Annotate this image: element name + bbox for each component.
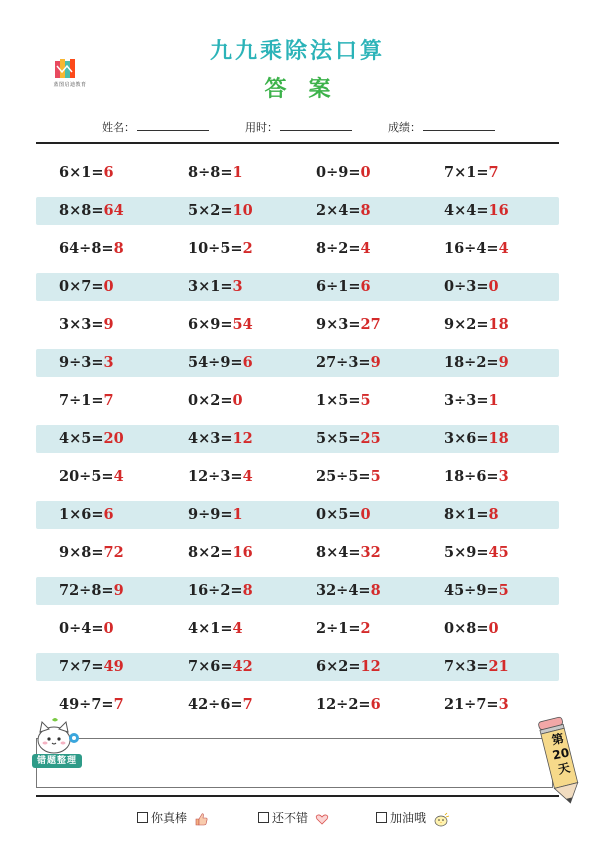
problem-cell [316, 425, 381, 453]
problem-question: 8×8= [59, 202, 104, 219]
time-label: 用时： [245, 121, 278, 134]
time-blank[interactable] [280, 120, 352, 131]
problem-answer: 8 [113, 240, 124, 257]
problem-cell [59, 653, 124, 681]
score-label: 成绩： [388, 121, 421, 134]
rating-keep-going[interactable] [376, 810, 450, 826]
problem-question: 7×1= [444, 164, 489, 181]
problem-question: 20÷5= [59, 468, 114, 485]
problem-cell [188, 615, 243, 643]
problem-cell [59, 197, 124, 225]
chick-icon [432, 811, 450, 827]
header-divider [36, 142, 559, 144]
cat-mascot-icon [30, 716, 84, 756]
problem-answer: 5 [370, 468, 381, 485]
problem-cell [444, 387, 499, 415]
problem-question: 10÷5= [188, 240, 243, 257]
problem-answer: 0 [488, 278, 499, 295]
problem-answer: 3 [232, 278, 243, 295]
problem-cell [316, 159, 371, 187]
problem-answer: 0 [360, 506, 371, 523]
problem-answer: 42 [232, 658, 253, 675]
problem-answer: 18 [488, 430, 509, 447]
problem-answer: 16 [488, 202, 509, 219]
problem-answer: 20 [103, 430, 124, 447]
problem-question: 0×2= [188, 392, 233, 409]
problem-question: 4×4= [444, 202, 489, 219]
problem-answer: 8 [242, 582, 253, 599]
problem-cell [59, 463, 124, 491]
problem-question: 5×5= [316, 430, 361, 447]
problem-question: 1×6= [59, 506, 104, 523]
problem-question: 27÷3= [316, 354, 371, 371]
problem-row [36, 691, 559, 719]
problem-answer: 5 [498, 582, 509, 599]
problem-question: 42÷6= [188, 696, 243, 713]
problem-grid [36, 159, 559, 729]
problem-question: 64÷8= [59, 240, 114, 257]
problem-answer: 2 [360, 620, 371, 637]
problem-row [36, 463, 559, 491]
problem-answer: 8 [360, 202, 371, 219]
problem-question: 7×3= [444, 658, 489, 675]
problem-answer: 12 [360, 658, 381, 675]
problem-question: 32÷4= [316, 582, 371, 599]
problem-cell [188, 197, 253, 225]
problem-question: 6×1= [59, 164, 104, 181]
problem-cell [188, 539, 253, 567]
problem-question: 49÷7= [59, 696, 114, 713]
problem-answer: 1 [232, 506, 243, 523]
problem-answer: 4 [242, 468, 253, 485]
problem-question: 18÷2= [444, 354, 499, 371]
problem-question: 45÷9= [444, 582, 499, 599]
problem-question: 3×3= [59, 316, 104, 333]
time-field[interactable] [245, 119, 352, 135]
problem-question: 18÷6= [444, 468, 499, 485]
problem-question: 0×8= [444, 620, 489, 637]
rating-great-label: 你真棒 [151, 811, 188, 825]
problem-cell [188, 273, 243, 301]
problem-cell [59, 159, 114, 187]
rating-good-checkbox[interactable] [258, 812, 269, 823]
problem-cell [444, 273, 499, 301]
footer-divider [36, 795, 559, 797]
problem-row [36, 349, 559, 377]
problem-answer: 2 [242, 240, 253, 257]
problem-row [36, 311, 559, 339]
problem-answer: 0 [232, 392, 243, 409]
problem-answer: 6 [242, 354, 253, 371]
problem-answer: 6 [103, 506, 114, 523]
problem-question: 6×2= [316, 658, 361, 675]
day-badge-prefix: 第 [550, 731, 566, 748]
problem-question: 9×8= [59, 544, 104, 561]
problem-answer: 0 [360, 164, 371, 181]
problem-answer: 3 [498, 468, 509, 485]
problem-answer: 7 [488, 164, 499, 181]
student-info-row [0, 119, 595, 137]
problem-answer: 0 [103, 620, 114, 637]
problem-question: 72÷8= [59, 582, 114, 599]
problem-question: 9×3= [316, 316, 361, 333]
problem-question: 16÷4= [444, 240, 499, 257]
problem-question: 0×7= [59, 278, 104, 295]
problem-cell [188, 577, 253, 605]
problem-cell [444, 349, 509, 377]
problem-question: 12÷3= [188, 468, 243, 485]
problem-question: 54÷9= [188, 354, 243, 371]
problem-row [36, 539, 559, 567]
brand-text: 蓝图启迪教育 [53, 82, 87, 88]
problem-answer: 7 [103, 392, 114, 409]
day-badge-number: 20 [551, 745, 571, 763]
problem-question: 3÷3= [444, 392, 489, 409]
problem-row [36, 425, 559, 453]
problem-row [36, 159, 559, 187]
problem-answer: 8 [488, 506, 499, 523]
problem-question: 6×9= [188, 316, 233, 333]
problem-question: 7÷1= [59, 392, 104, 409]
problem-answer: 4 [498, 240, 509, 257]
problem-cell [316, 197, 371, 225]
problem-answer: 9 [113, 582, 124, 599]
problem-cell [316, 653, 381, 681]
problem-question: 21÷7= [444, 696, 499, 713]
problem-question: 0÷4= [59, 620, 104, 637]
problem-cell [59, 539, 124, 567]
problem-question: 5×2= [188, 202, 233, 219]
problem-cell [188, 235, 253, 263]
problem-answer: 45 [488, 544, 509, 561]
problem-cell [316, 311, 381, 339]
problem-row [36, 387, 559, 415]
problem-cell [444, 235, 509, 263]
problem-question: 9÷9= [188, 506, 233, 523]
problem-question: 0÷3= [444, 278, 489, 295]
problem-question: 0÷9= [316, 164, 361, 181]
problem-answer: 21 [488, 658, 509, 675]
problem-row [36, 235, 559, 263]
problem-row [36, 653, 559, 681]
problem-cell [316, 387, 371, 415]
problem-row [36, 273, 559, 301]
problem-answer: 4 [232, 620, 243, 637]
problem-cell [444, 615, 499, 643]
problem-question: 0×5= [316, 506, 361, 523]
problem-question: 7×6= [188, 658, 233, 675]
thumbs-up-icon [193, 811, 209, 827]
problem-cell [59, 311, 114, 339]
rating-great-checkbox[interactable] [137, 812, 148, 823]
problem-answer: 72 [103, 544, 124, 561]
problem-cell [444, 159, 499, 187]
problem-question: 2×4= [316, 202, 361, 219]
problem-question: 8÷2= [316, 240, 361, 257]
page-title: 九九乘除法口算 [209, 39, 385, 64]
score-field[interactable] [388, 119, 495, 135]
problem-cell [188, 159, 243, 187]
problem-cell [188, 463, 253, 491]
error-notes-box[interactable] [36, 738, 553, 788]
problem-row [36, 501, 559, 529]
problem-answer: 9 [370, 354, 381, 371]
problem-cell [316, 235, 371, 263]
problem-cell [316, 349, 381, 377]
problem-answer: 0 [103, 278, 114, 295]
problem-answer: 9 [103, 316, 114, 333]
rating-keep-going-checkbox[interactable] [376, 812, 387, 823]
problem-answer: 1 [488, 392, 499, 409]
problem-answer: 4 [360, 240, 371, 257]
rating-good[interactable] [258, 810, 330, 826]
problem-question: 16÷2= [188, 582, 243, 599]
problem-cell [444, 653, 509, 681]
problem-answer: 27 [360, 316, 381, 333]
problem-cell [316, 463, 381, 491]
problem-answer: 0 [488, 620, 499, 637]
problem-cell [59, 691, 124, 719]
problem-cell [444, 691, 509, 719]
problem-question: 9÷3= [59, 354, 104, 371]
problem-answer: 5 [360, 392, 371, 409]
problem-cell [188, 691, 253, 719]
problem-answer: 8 [370, 582, 381, 599]
problem-answer: 12 [232, 430, 253, 447]
rating-great[interactable] [137, 810, 209, 826]
problem-question: 8×2= [188, 544, 233, 561]
problem-cell [444, 539, 509, 567]
heart-hands-icon [314, 811, 330, 827]
problem-cell [188, 311, 253, 339]
problem-question: 25÷5= [316, 468, 371, 485]
page-subtitle: 答案 [264, 77, 353, 102]
problem-question: 4×3= [188, 430, 233, 447]
problem-answer: 3 [103, 354, 114, 371]
problem-answer: 64 [103, 202, 124, 219]
problem-cell [188, 653, 253, 681]
problem-cell [59, 577, 124, 605]
rating-good-label: 还不错 [272, 811, 309, 825]
problem-row [36, 197, 559, 225]
problem-cell [316, 615, 371, 643]
problem-question: 8×1= [444, 506, 489, 523]
problem-answer: 16 [232, 544, 253, 561]
problem-cell [316, 501, 371, 529]
rating-keep-going-label: 加油哦 [390, 811, 427, 825]
problem-cell [444, 197, 509, 225]
problem-answer: 32 [360, 544, 381, 561]
problem-question: 3×6= [444, 430, 489, 447]
problem-answer: 10 [232, 202, 253, 219]
problem-answer: 6 [103, 164, 114, 181]
problem-question: 4×5= [59, 430, 104, 447]
problem-cell [59, 387, 114, 415]
name-label: 姓名： [102, 121, 135, 134]
problem-cell [59, 501, 114, 529]
problem-cell [59, 235, 124, 263]
problem-answer: 49 [103, 658, 124, 675]
problem-cell [188, 387, 243, 415]
problem-answer: 9 [498, 354, 509, 371]
day-badge-suffix: 天 [556, 760, 572, 777]
problem-row [36, 577, 559, 605]
problem-cell [188, 501, 243, 529]
problem-answer: 6 [370, 696, 381, 713]
problem-answer: 4 [113, 468, 124, 485]
problem-cell [59, 273, 114, 301]
problem-question: 12÷2= [316, 696, 371, 713]
problem-question: 8÷8= [188, 164, 233, 181]
problem-cell [316, 691, 381, 719]
problem-answer: 3 [498, 696, 509, 713]
problem-row [36, 615, 559, 643]
problem-cell [444, 501, 499, 529]
problem-cell [188, 425, 253, 453]
name-field[interactable] [102, 119, 209, 135]
problem-answer: 1 [232, 164, 243, 181]
name-blank[interactable] [137, 120, 209, 131]
problem-answer: 7 [242, 696, 253, 713]
problem-question: 5×9= [444, 544, 489, 561]
problem-cell [316, 577, 381, 605]
error-notes-label: 错题整理 [32, 754, 82, 768]
problem-answer: 6 [360, 278, 371, 295]
problem-cell [444, 425, 509, 453]
problem-question: 7×7= [59, 658, 104, 675]
problem-question: 6÷1= [316, 278, 361, 295]
problem-question: 9×2= [444, 316, 489, 333]
problem-question: 4×1= [188, 620, 233, 637]
problem-cell [59, 425, 124, 453]
problem-question: 2÷1= [316, 620, 361, 637]
problem-cell [316, 273, 371, 301]
problem-answer: 7 [113, 696, 124, 713]
problem-cell [316, 539, 381, 567]
problem-answer: 18 [488, 316, 509, 333]
problem-cell [444, 463, 509, 491]
problem-question: 1×5= [316, 392, 361, 409]
problem-cell [444, 311, 509, 339]
problem-cell [444, 577, 509, 605]
problem-answer: 54 [232, 316, 253, 333]
problem-question: 8×4= [316, 544, 361, 561]
problem-question: 3×1= [188, 278, 233, 295]
problem-cell [59, 615, 114, 643]
problem-cell [188, 349, 253, 377]
score-blank[interactable] [423, 120, 495, 131]
problem-cell [59, 349, 114, 377]
problem-answer: 25 [360, 430, 381, 447]
